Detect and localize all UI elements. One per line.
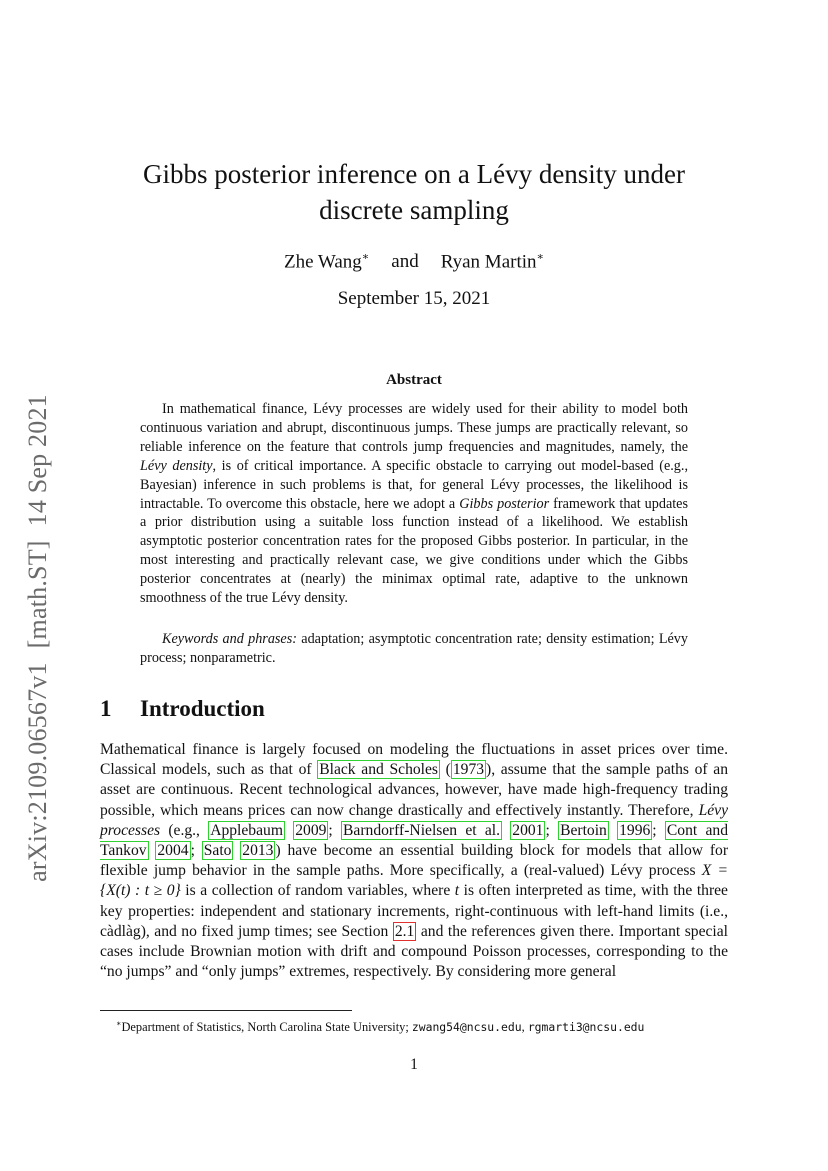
section-number: 1 (100, 696, 112, 721)
abstract-emphasis: Gibbs posterior (459, 495, 550, 512)
math-variable: t (454, 882, 460, 900)
paper-title (100, 156, 728, 228)
author-list (100, 250, 728, 273)
author-connector: and (391, 251, 419, 273)
citation-link[interactable]: Cont and Tankov (100, 821, 729, 860)
citation-year-link[interactable]: 2009 (295, 821, 327, 839)
abstract-text: In mathematical finance, Lévy processes are widely used for their ability to model both continuous variation and abrupt, discontinuous jumps. These jumps are practically relevant, so reliable inference on the feature that controls jump frequencies and magnitudes, namely, the (140, 401, 688, 455)
keywords-label: Keywords and phrases: (162, 631, 297, 647)
keywords (140, 630, 688, 668)
citation-year-link[interactable]: 2001 (512, 821, 544, 839)
abstract-heading: Abstract (386, 372, 442, 388)
abstract-body (140, 400, 688, 608)
body-text: ) have become an essential building block for models that allow for flexible jump behavior in the sample paths. More specifically, a (real-valued) Lévy process (100, 842, 729, 880)
footnote-text: Department of Statistics, North Carolina State University; (121, 1020, 412, 1035)
abstract-text: , is of critical importance. A specific obstacle to carrying out model-based (e.g., Bayesian) inference in such problems is that, for general Lévy processes, the likelihood is intractable. To overcome this obstacle, here we adopt a (140, 457, 688, 512)
author-2: Ryan Martin (440, 251, 537, 273)
body-text: and the references given there. Important special cases include Brownian motion with drift and compound Poisson processes, corresponding to the “no jumps” and “only jumps” extremes, respectively. By considering more general (100, 922, 728, 981)
abstract-text: framework that updates a prior distribution using a suitable loss function instead of a likelihood. We establish asymptotic posterior concentration rates for the proposed Gibbs posterior. In particular, in the most interesting and practically relevant case, we give conditions under which the Gibbs posterior concentrates at (nearly) the minimax optimal rate, adaptive to the unknown smoothness of the true Lévy density. (140, 495, 689, 607)
body-text: is a collection of random variables, where (180, 882, 455, 900)
section-reference-link[interactable]: 2.1 (394, 922, 415, 940)
title-line-2: discrete sampling (319, 195, 509, 225)
citation-link[interactable]: Barndorff-Nielsen et al. (343, 821, 500, 839)
body-text: (e.g., (160, 821, 209, 839)
math-expression: X = {X(t) : t ≥ 0} (100, 862, 728, 900)
author-1: Zhe Wang (283, 251, 362, 273)
citation-year-link[interactable]: 1973 (452, 761, 485, 779)
arxiv-stamp-text (23, 380, 53, 882)
footnote (100, 1016, 756, 1035)
section-title: Introduction (140, 696, 265, 721)
citation-link[interactable]: Black and Scholes (319, 761, 438, 779)
citation-link[interactable]: Bertoin (560, 821, 607, 839)
email-link[interactable]: rgmarti3@ncsu.edu (527, 1020, 645, 1035)
email-link[interactable]: zwang54@ncsu.edu (411, 1020, 522, 1035)
footnote-mark: ∗ (116, 1019, 122, 1028)
section-heading (100, 696, 265, 722)
title-line-1: Gibbs posterior inference on a Lévy density under (142, 159, 686, 189)
paper-date: September 15, 2021 (337, 288, 491, 309)
citation-link[interactable]: Applebaum (210, 821, 283, 839)
arxiv-category: [math.ST] (23, 540, 52, 649)
citation-year-link[interactable]: 2013 (242, 842, 274, 860)
body-text: Mathematical finance is largely focused on modeling the fluctuations in asset prices over time. Classical models, such as that of (100, 741, 728, 779)
arxiv-date: 14 Sep 2021 (23, 394, 52, 527)
arxiv-stamp (16, 352, 60, 910)
introduction-paragraph: Mathematical finance is largely focused on modeling the fluctuations in asset prices over time. Classical models, such as that of Black and Scholes ( 1973 ), assume that the sample paths of an asset are continuous. Recent technological advances, however, have made high-frequency trading possible, which means prices can now change drastically and effectively instantly. Therefore, Lévy processes (e.g., Applebaum 2009 ; Barndorff-Nielsen et al. 2001 ; Bertoin 1996 ; Cont and Tankov 2004 ; Sato 2013 ) have become an essential building block for models that allow for flexible jump behavior in the sample paths. More specifically, a (real-valued) Lévy process X = {X(t) : t ≥ 0} is a collection of random variables, where t is often interpreted as time, with the three key properties: independent and stationary increments, right-continuous with left-hand limits (i.e., càdlàg), and no fixed jump times; see Section 2.1 and the references given there. Important special cases include Brownian motion with drift and compound Poisson processes, corresponding to the “no jumps” and “only jumps” extremes, respectively. By considering more general (100, 741, 729, 981)
body-emphasis: Lévy processes (100, 801, 728, 839)
footnote-separator: , (521, 1020, 528, 1035)
citation-link[interactable]: Sato (203, 842, 232, 860)
abstract-emphasis: Lévy density (140, 457, 213, 474)
footnote-rule (100, 1010, 352, 1011)
page-number: 1 (410, 1056, 418, 1073)
body-text: is often interpreted as time, with the three key properties: independent and stationary increments, right-continuous with left-hand limits (i.e., càdlàg), and no fixed jump times; see Section (100, 882, 728, 940)
body-text: ), assume that the sample paths of an asset are continuous. Recent technological advances, however, have made high-frequency trading possible, which means prices can now change drastically and effectively instantly. Therefore, (100, 761, 728, 819)
author-1-footnote-mark[interactable]: ∗ (361, 251, 370, 263)
keywords-text: adaptation; asymptotic concentration rate; density estimation; Lévy process; nonparametric. (140, 631, 688, 666)
citation-year-link[interactable]: 2004 (157, 842, 189, 860)
author-2-footnote-mark[interactable]: ∗ (536, 251, 544, 263)
arxiv-id[interactable]: arXiv:2109.06567v1 (23, 662, 52, 882)
citation-year-link[interactable]: 1996 (619, 821, 651, 839)
